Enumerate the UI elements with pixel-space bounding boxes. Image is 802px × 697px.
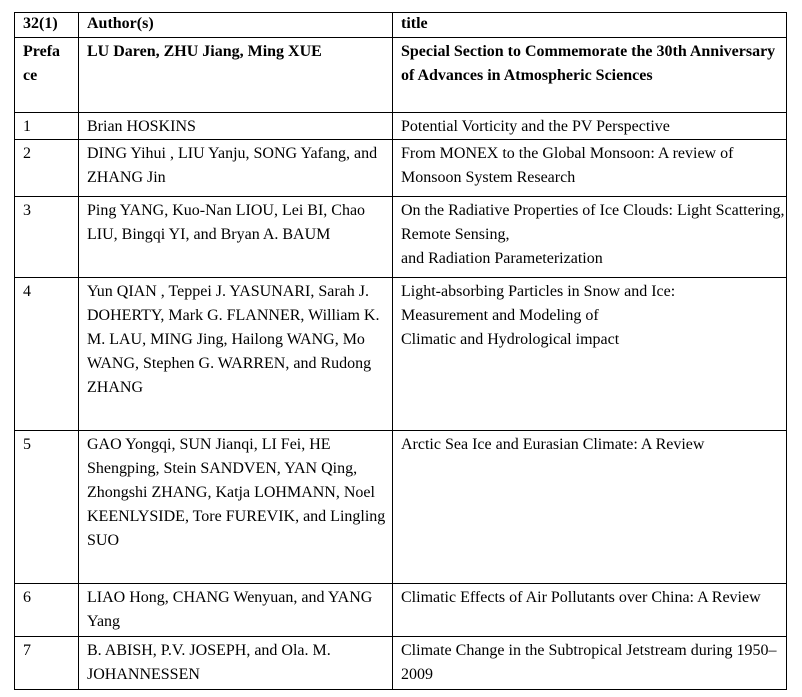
table-row	[15, 584, 787, 637]
row-id: 1	[15, 113, 79, 140]
header-title: title	[393, 13, 787, 38]
row-title: Climatic Effects of Air Pollutants over China: A Review	[393, 584, 787, 637]
row-title: From MONEX to the Global Monsoon: A review of Monsoon System Research	[393, 140, 787, 197]
header-issue: 32(1)	[15, 13, 79, 38]
header-authors: Author(s)	[79, 13, 393, 38]
row-id: 4	[15, 278, 79, 431]
row-id: 3	[15, 197, 79, 278]
row-id: 5	[15, 431, 79, 584]
row-id: Prefa ce	[15, 38, 79, 113]
row-id: 2	[15, 140, 79, 197]
row-authors: Brian HOSKINS	[79, 113, 393, 140]
row-authors: LIAO Hong, CHANG Wenyuan, and YANG Yang	[79, 584, 393, 637]
table-row	[15, 637, 787, 690]
row-title: Climate Change in the Subtropical Jetstream during 1950–2009	[393, 637, 787, 690]
table-header-row	[15, 13, 787, 38]
row-title: Arctic Sea Ice and Eurasian Climate: A Review	[393, 431, 787, 584]
row-authors: Ping YANG, Kuo-Nan LIOU, Lei BI, Chao LIU, Bingqi YI, and Bryan A. BAUM	[79, 197, 393, 278]
article-table	[14, 12, 787, 690]
row-authors: LU Daren, ZHU Jiang, Ming XUE	[79, 38, 393, 113]
table-row	[15, 431, 787, 584]
table-row	[15, 113, 787, 140]
table-row	[15, 140, 787, 197]
table-row-preface	[15, 38, 787, 113]
row-id: 7	[15, 637, 79, 690]
row-authors: DING Yihui , LIU Yanju, SONG Yafang, and ZHANG Jin	[79, 140, 393, 197]
row-title: On the Radiative Properties of Ice Clouds: Light Scattering, Remote Sensing, and Radiation Parameterization	[393, 197, 787, 278]
row-authors: B. ABISH, P.V. JOSEPH, and Ola. M. JOHANNESSEN	[79, 637, 393, 690]
row-authors: GAO Yongqi, SUN Jianqi, LI Fei, HE Shengping, Stein SANDVEN, YAN Qing, Zhongshi ZHANG, Katja LOHMANN, Noel KEENLYSIDE, Tore FUREVIK, and Lingling SUO	[79, 431, 393, 584]
table-row	[15, 278, 787, 431]
row-title: Potential Vorticity and the PV Perspective	[393, 113, 787, 140]
table-row	[15, 197, 787, 278]
row-id: 6	[15, 584, 79, 637]
row-title: Light-absorbing Particles in Snow and Ice: Measurement and Modeling of Climatic and Hydrological impact	[393, 278, 787, 431]
row-title: Special Section to Commemorate the 30th Anniversary of Advances in Atmospheric Sciences	[393, 38, 787, 113]
row-authors: Yun QIAN , Teppei J. YASUNARI, Sarah J. DOHERTY, Mark G. FLANNER, William K. M. LAU, MING Jing, Hailong WANG, Mo WANG, Stephen G. WARREN, and Rudong ZHANG	[79, 278, 393, 431]
